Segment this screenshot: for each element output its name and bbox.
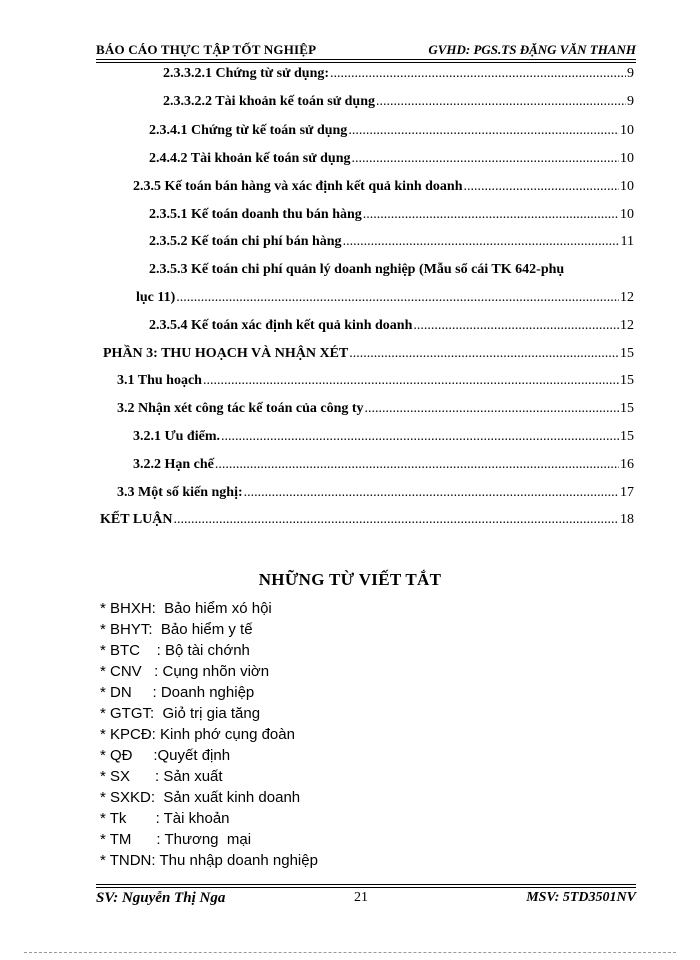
toc-leader-dots [348, 123, 619, 139]
toc-entry[interactable] [136, 290, 634, 312]
toc-entry-title: 2.3.5.4 Kế toán xác định kết quả kinh doanh [149, 318, 413, 333]
toc-entry[interactable] [149, 234, 634, 256]
toc-entry-title: 2.3.5 Kế toán bán hàng và xác định kết quả kinh doanh [133, 179, 463, 194]
toc-entry[interactable] [133, 457, 634, 479]
toc-entry-page: 15 [620, 401, 634, 416]
toc-entry-page: 9 [627, 66, 634, 81]
toc-entry-page: 9 [627, 94, 634, 109]
toc-entry-title: lục 11) [136, 290, 176, 305]
toc-entry-page: 10 [620, 123, 634, 138]
abbreviations-list [100, 598, 318, 871]
abbreviation-item: * BHXH: Bảo hiểm xó hội [100, 600, 272, 617]
toc-entry-title: 3.2 Nhận xét công tác kế toán của công ty [117, 401, 364, 416]
abbreviation-item: * BTC : Bộ tài chớnh [100, 642, 250, 659]
header-supervisor: GVHD: PGS.TS ĐẶNG VĂN THANH [428, 42, 636, 57]
toc-entry[interactable] [149, 207, 634, 229]
header-rule-thin [96, 62, 636, 63]
toc-entry-wrapped-line[interactable] [149, 262, 634, 284]
toc-entry-title: 3.2.1 Ưu điểm. [133, 429, 220, 444]
toc-entry-page: 16 [620, 457, 634, 472]
abbreviation-item: * CNV : Cụng nhõn viờn [100, 663, 270, 680]
toc-entry[interactable] [133, 179, 634, 201]
toc-entry-title: 2.3.3.2.2 Tài khoản kế toán sử dụng [163, 94, 375, 109]
abbreviation-item: * DN : Doanh nghiệp [100, 684, 255, 701]
footer-student-name: SV: Nguyễn Thị Nga [96, 890, 226, 906]
toc-leader-dots [464, 179, 620, 195]
footer-rule-thin [96, 884, 636, 885]
toc-entry-page: 11 [620, 234, 634, 249]
header-rule [96, 59, 636, 60]
toc-leader-dots [365, 401, 619, 417]
footer-page-number: 21 [354, 890, 368, 905]
footer-student-id: MSV: 5TD3501NV [526, 890, 636, 905]
abbreviation-item: * SX : Sản xuất [100, 768, 223, 785]
toc-entry-title: 2.4.4.2 Tài khoản kế toán sử dụng [149, 151, 351, 166]
toc-entry-title: 2.3.5.2 Kế toán chi phí bán hàng [149, 234, 342, 249]
page-break-divider [24, 952, 676, 953]
toc-leader-dots [173, 512, 619, 528]
page-header [96, 40, 636, 60]
toc-entry-title: KẾT LUẬN [100, 512, 173, 527]
toc-leader-dots [215, 457, 619, 473]
page-footer [96, 880, 636, 910]
abbreviation-item: * SXKD: Sản xuất kinh doanh [100, 789, 301, 806]
toc-entry[interactable] [117, 373, 634, 395]
toc-entry[interactable] [163, 66, 634, 88]
abbreviations-heading: NHỮNG TỪ VIẾT TẮT [258, 570, 442, 589]
toc-leader-dots [203, 373, 619, 389]
abbreviation-item: * Tk : Tài khoản [100, 810, 230, 827]
toc-entry-title: 3.2.2 Hạn chế [133, 457, 214, 472]
toc-entry[interactable] [117, 401, 634, 423]
toc-entry[interactable] [117, 485, 634, 507]
toc-entry[interactable] [149, 123, 634, 145]
toc-entry-title: 2.3.5.3 Kế toán chi phí quản lý doanh nghiệp (Mẫu sổ cái TK 642-phụ [149, 262, 565, 277]
toc-leader-dots [363, 207, 619, 223]
toc-entry-page: 15 [620, 346, 634, 361]
toc-leader-dots [352, 151, 620, 167]
toc-entry[interactable] [100, 512, 634, 534]
toc-entry-title: 2.3.3.2.1 Chứng từ sử dụng: [163, 66, 330, 81]
toc-entry-page: 10 [620, 151, 634, 166]
toc-leader-dots [330, 66, 626, 82]
toc-entry-title: 3.3 Một số kiến nghị: [117, 485, 243, 500]
toc-leader-dots [221, 429, 619, 445]
abbreviation-item: * QĐ :Quyết định [100, 747, 231, 764]
toc-entry-title: 2.3.4.1 Chứng từ kế toán sử dụng [149, 123, 348, 138]
toc-entry-title: PHẦN 3: THU HOẠCH VÀ NHẬN XÉT [103, 346, 349, 361]
toc-leader-dots [244, 485, 619, 501]
toc-entry-page: 12 [620, 290, 634, 305]
footer-rule [96, 887, 636, 888]
toc-entry[interactable] [163, 94, 634, 116]
toc-entry-title: 3.1 Thu hoạch [117, 373, 202, 388]
toc-entry[interactable] [149, 318, 634, 340]
abbreviation-item: * TNDN: Thu nhập doanh nghiệp [100, 852, 318, 869]
toc-entry-page: 18 [620, 512, 634, 527]
toc-entry[interactable] [149, 151, 634, 173]
toc-leader-dots [349, 346, 619, 362]
toc-leader-dots [176, 290, 619, 306]
toc-entry-page: 15 [620, 373, 634, 388]
toc-leader-dots [413, 318, 619, 334]
toc-entry-page: 15 [620, 429, 634, 444]
toc-entry-title: 2.3.5.1 Kế toán doanh thu bán hàng [149, 207, 362, 222]
abbreviation-item: * BHYT: Bảo hiểm y tế [100, 621, 253, 638]
abbreviation-item: * GTGT: Giỏ trị gia tăng [100, 705, 261, 722]
abbreviation-item: * TM : Thương mại [100, 831, 252, 848]
toc-entry-page: 10 [620, 179, 634, 194]
toc-entry-page: 10 [620, 207, 634, 222]
toc-leader-dots [376, 94, 626, 110]
toc-leader-dots [343, 234, 620, 250]
toc-entry-page: 12 [620, 318, 634, 333]
toc-entry[interactable] [133, 429, 634, 451]
abbreviation-item: * KPCĐ: Kinh phớ cụng đoàn [100, 726, 295, 743]
toc-entry-page: 17 [620, 485, 634, 500]
toc-entry[interactable] [103, 346, 634, 368]
header-report-title: BÁO CÁO THỰC TẬP TỐT NGHIỆP [96, 42, 317, 57]
